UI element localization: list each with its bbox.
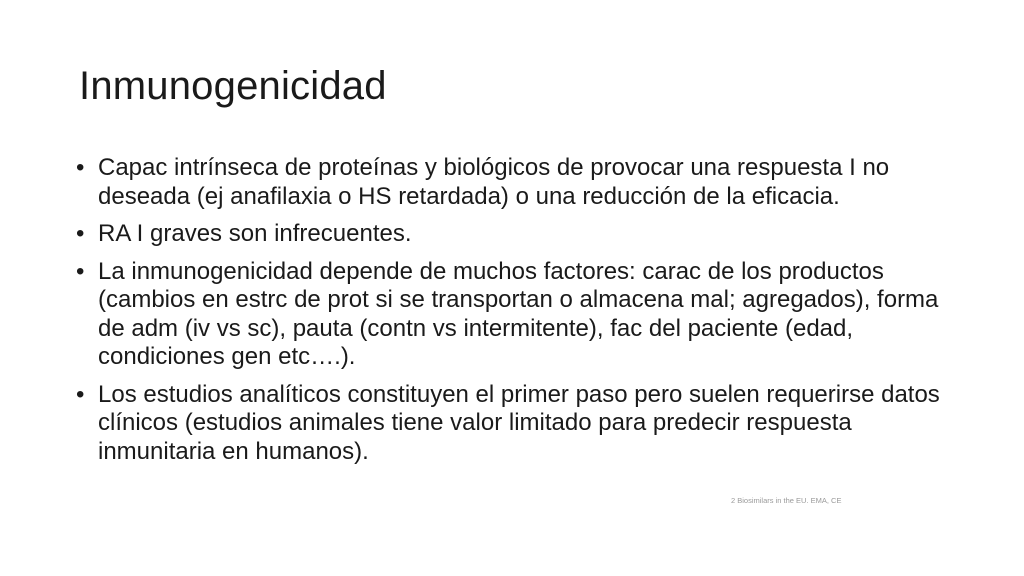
slide-title: Inmunogenicidad: [79, 64, 387, 108]
bullet-item: [76, 154, 956, 211]
bullet-item: [76, 258, 956, 372]
bullet-text: RA I graves son infrecuentes.: [98, 220, 412, 247]
bullet-icon: •: [76, 257, 85, 285]
bullet-icon: •: [76, 380, 85, 408]
bullet-text: La inmunogenicidad depende de muchos factores: carac de los productos (cambios en estrc de prot si se transportan o almacena mal; agregados), forma de adm (iv vs sc), pauta (contn vs intermitente), fac del paciente (edad, condiciones gen etc….).: [98, 257, 939, 370]
bullet-text: Los estudios analíticos constituyen el primer paso pero suelen requerirse datos clínicos (estudios animales tiene valor limitado para predecir respuesta inmunitaria en humanos).: [98, 380, 940, 465]
bullet-item: [76, 381, 956, 467]
bullet-icon: •: [76, 154, 85, 181]
bullet-text: Capac intrínseca de proteínas y biológicos de provocar una respuesta I no deseada (ej anafilaxia o HS retardada) o una reducción de la eficacia.: [98, 154, 890, 210]
footnote: 2 Biosimilars in the EU. EMA, CE: [731, 496, 842, 505]
bullet-icon: •: [76, 220, 85, 247]
bullet-list: [76, 154, 956, 475]
bullet-item: [76, 220, 956, 249]
